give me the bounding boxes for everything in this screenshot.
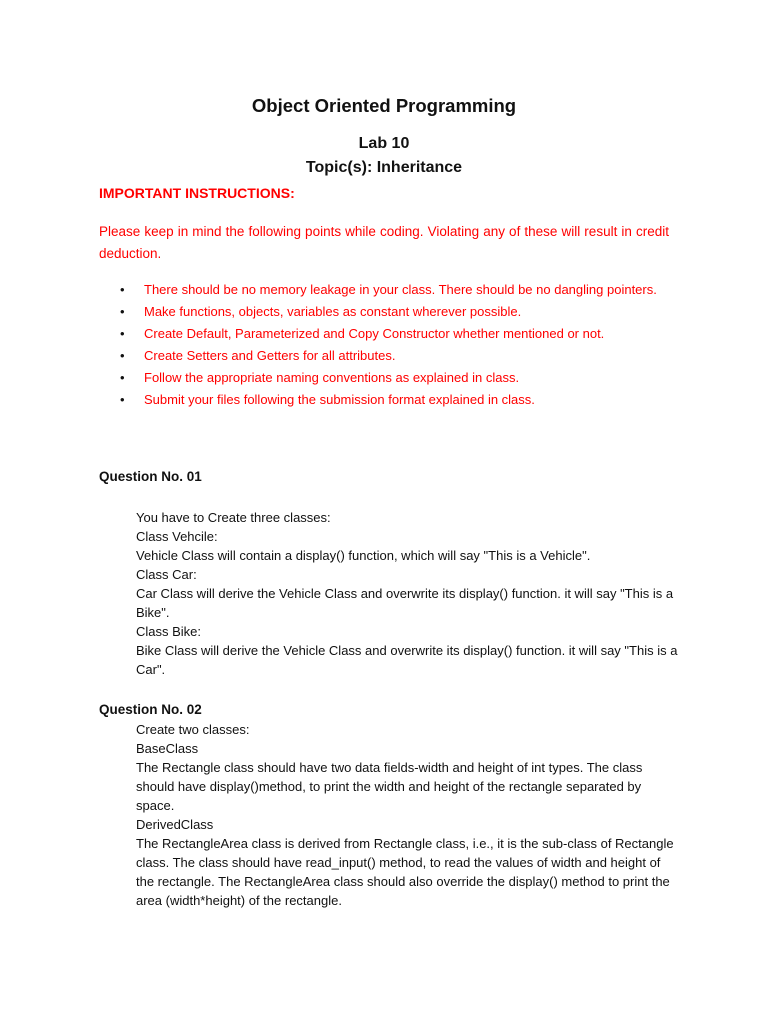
instruction-item (99, 390, 669, 409)
instruction-text: Create Setters and Getters for all attributes. (144, 348, 396, 363)
bullet-icon: • (120, 304, 125, 319)
bullet-icon: • (120, 282, 125, 297)
bullet-icon: • (120, 370, 125, 385)
bullet-icon: • (120, 392, 125, 407)
instruction-item (99, 324, 669, 343)
instruction-item (99, 302, 669, 321)
question-line: Class Car: (136, 567, 197, 582)
question-line: The Rectangle class should have two data fields-width and height of int types. The class should have display()method, to print the width and height of the rectangle separated by space. (136, 760, 643, 813)
instruction-item (99, 280, 669, 299)
instruction-item (99, 346, 669, 365)
question-line: Class Bike: (136, 624, 202, 639)
question-line: Car Class will derive the Vehicle Class and overwrite its display() function. it will say "This is a Bike". (136, 586, 674, 620)
question-line: You have to Create three classes: (136, 510, 331, 525)
instruction-text: There should be no memory leakage in your class. There should be no dangling pointers. (144, 282, 657, 297)
question-line: Bike Class will derive the Vehicle Class and overwrite its display() function. it will say "This is a Car". (136, 643, 678, 677)
instruction-text: Follow the appropriate naming conventions as explained in class. (144, 370, 520, 385)
instruction-item (99, 368, 669, 387)
question-2-body (136, 720, 676, 910)
question-line: Vehicle Class will contain a display() function, which will say "This is a Vehicle". (136, 548, 591, 563)
question-line: Create two classes: (136, 722, 250, 737)
question-1-heading: Question No. 01 (99, 469, 202, 484)
document-title: Object Oriented Programming (251, 95, 517, 116)
bullet-icon: • (120, 326, 125, 341)
lab-number: Lab 10 (358, 135, 410, 152)
question-line: The RectangleArea class is derived from Rectangle class, i.e., it is the sub-class of Rectangle class. The class should have read_input() method, to read the values of width and height of the rectangle. The RectangleArea class should also override the display() method to print the area (width*height) of the rectangle. (136, 836, 674, 908)
lab-topic: Topic(s): Inheritance (305, 159, 463, 176)
question-line: BaseClass (136, 741, 199, 756)
bullet-icon: • (120, 348, 125, 363)
instructions-intro: Please keep in mind the following points while coding. Violating any of these will result in credit deduction. (99, 224, 669, 261)
instructions-heading: IMPORTANT INSTRUCTIONS: (99, 185, 295, 201)
instruction-text: Submit your files following the submission format explained in class. (144, 392, 535, 407)
instructions-list (99, 280, 669, 412)
question-2-heading: Question No. 02 (99, 702, 202, 717)
question-1-body (136, 508, 681, 679)
instruction-text: Make functions, objects, variables as constant wherever possible. (144, 304, 522, 319)
question-line: Class Vehcile: (136, 529, 218, 544)
question-line: DerivedClass (136, 817, 214, 832)
instruction-text: Create Default, Parameterized and Copy Constructor whether mentioned or not. (144, 326, 605, 341)
